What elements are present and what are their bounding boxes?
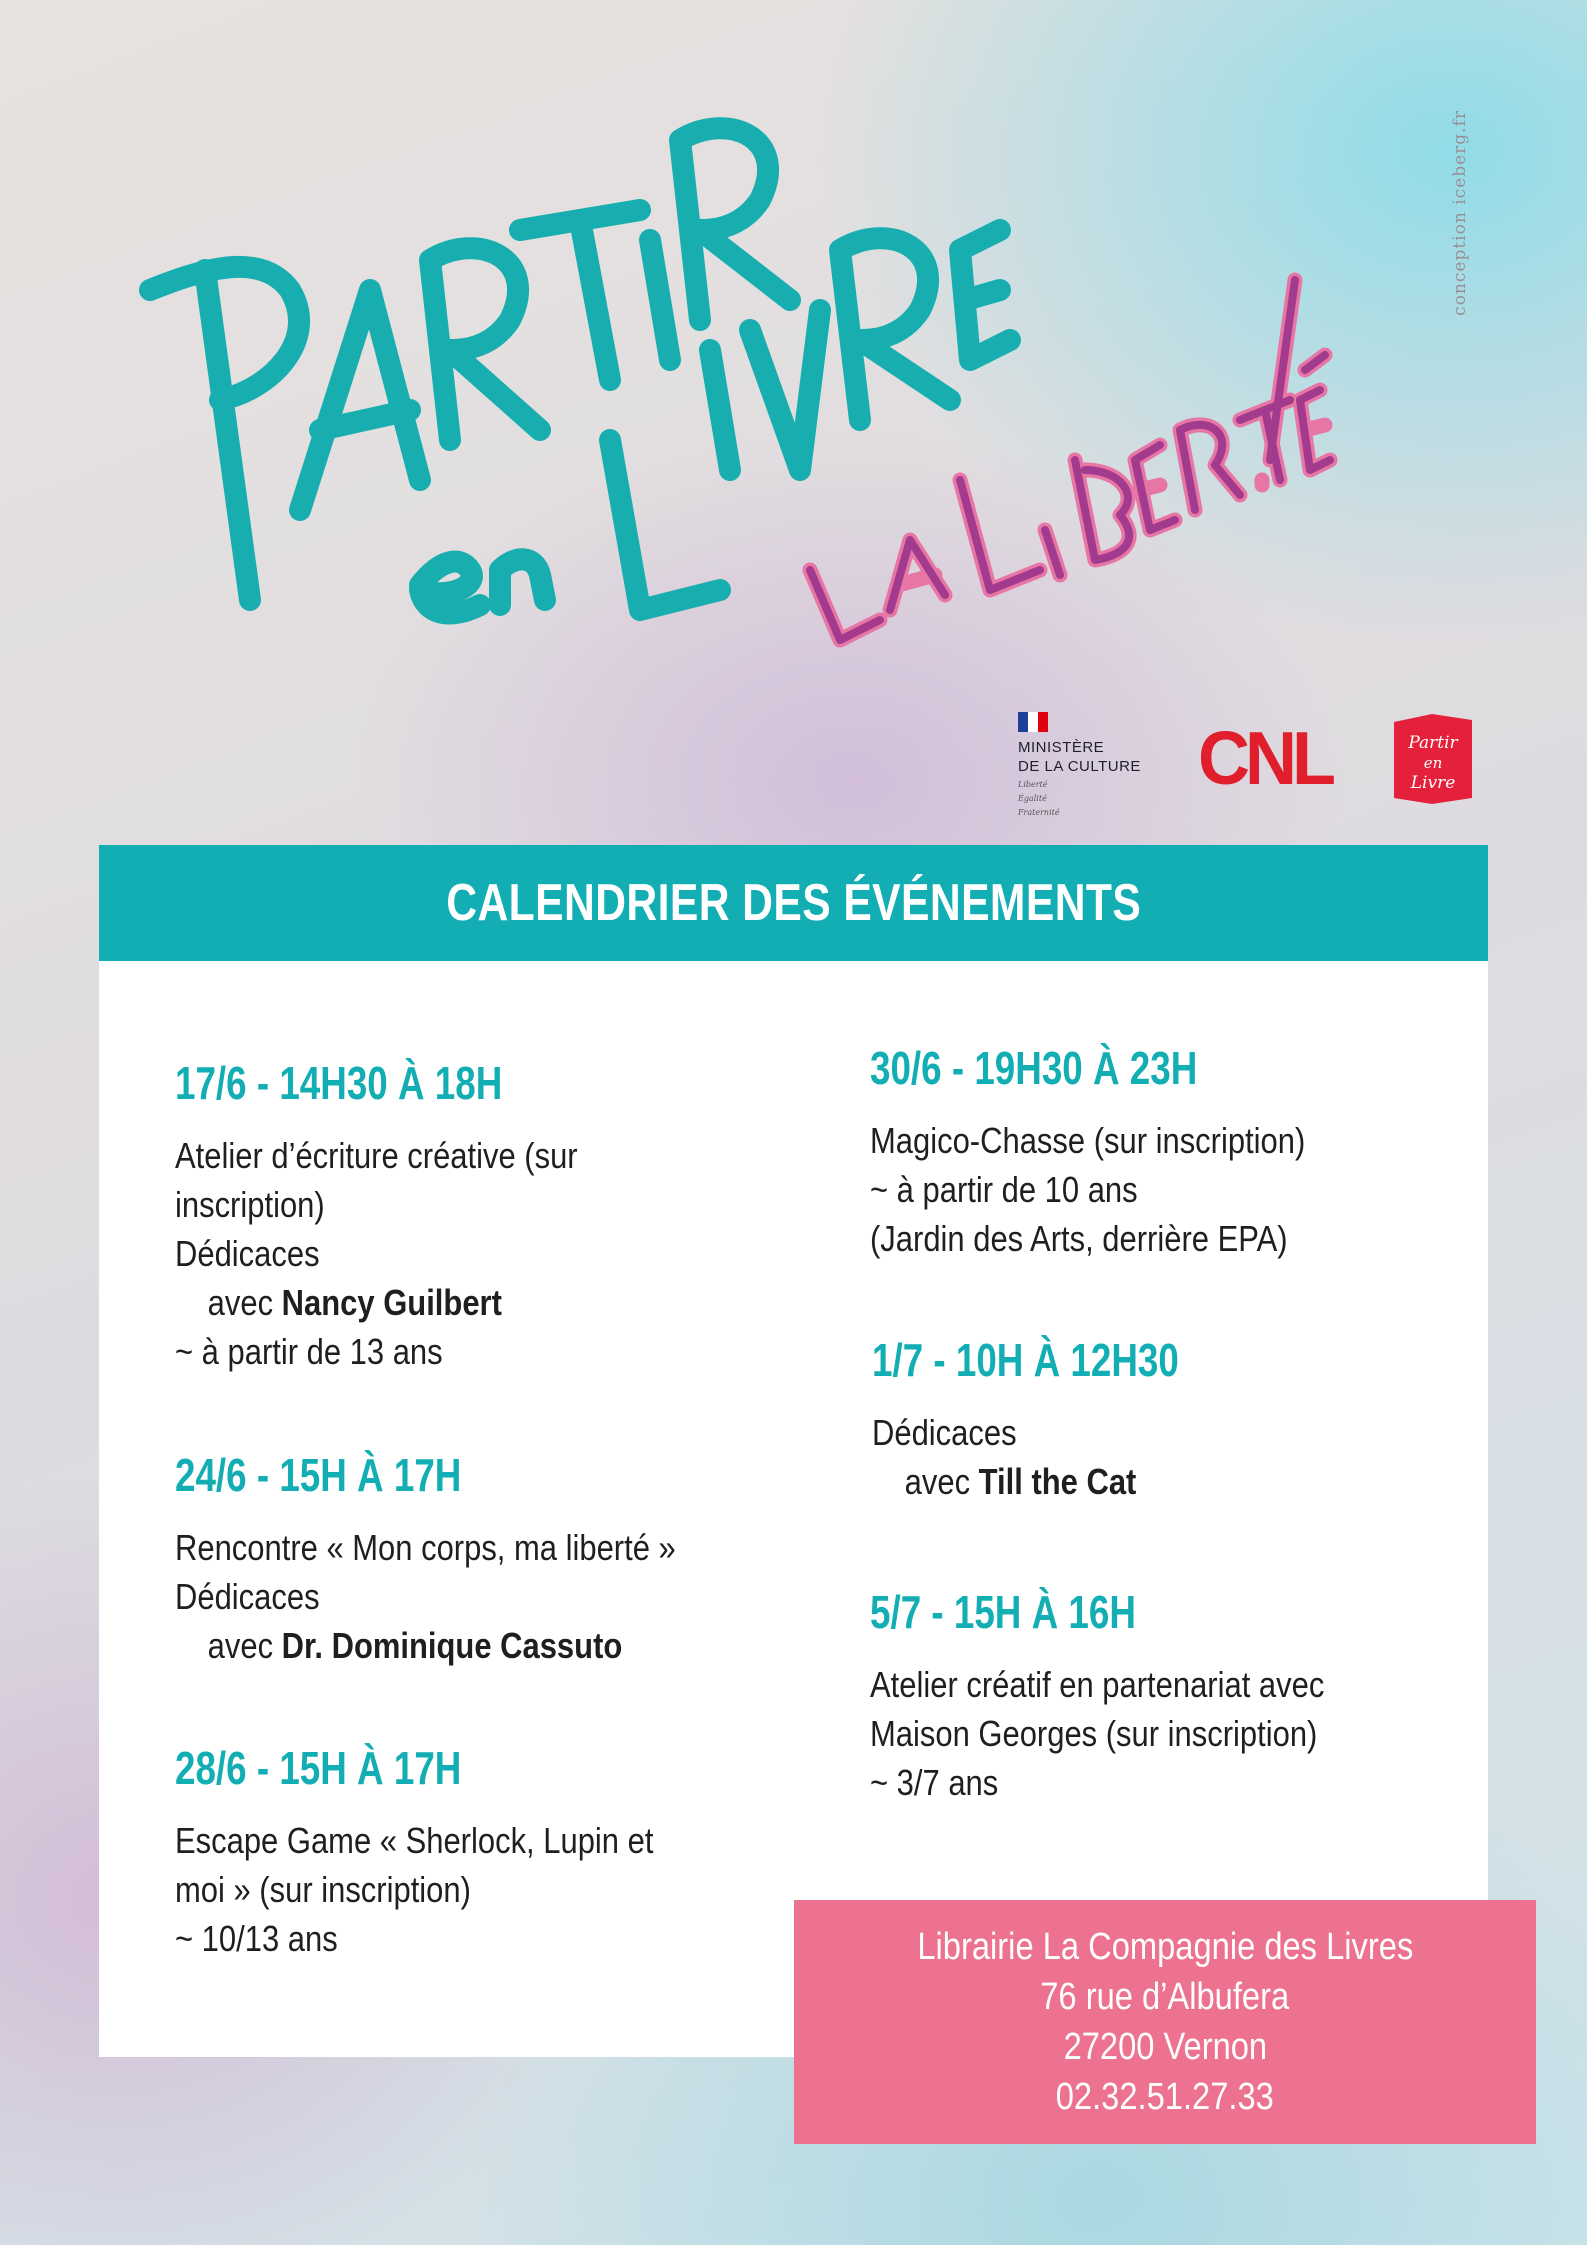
- ministere-name-line1: MINISTÈRE: [1018, 739, 1105, 756]
- event-line: moi » (sur inscription): [175, 1869, 471, 1910]
- cnl-logo: CNL: [1198, 717, 1331, 801]
- french-flag-icon: [1018, 712, 1048, 732]
- event-line: Maison Georges (sur inscription): [870, 1713, 1318, 1754]
- event-line: Escape Game « Sherlock, Lupin et: [175, 1820, 654, 1861]
- bookshop-address: [794, 1900, 1536, 2144]
- event-author-line: avec Dr. Dominique Cassuto: [207, 1625, 623, 1666]
- event-line: (Jardin des Arts, derrière EPA): [870, 1218, 1288, 1259]
- event-line: Magico-Chasse (sur inscription): [870, 1120, 1306, 1161]
- partir-en-livre-logo: [1392, 712, 1474, 806]
- calendar-header: CALENDRIER DES ÉVÉNEMENTS: [99, 845, 1488, 961]
- event-line: Atelier d’écriture créative (sur: [175, 1135, 578, 1176]
- ministere-motto-2: Égalité: [1018, 794, 1047, 803]
- event-line: ~ à partir de 13 ans: [175, 1331, 443, 1372]
- event-28-6: [175, 1740, 731, 1963]
- design-credit: conception iceberg.fr: [1450, 110, 1470, 316]
- event-line: Dédicaces: [872, 1412, 1017, 1453]
- ministere-name-line2: DE LA CULTURE: [1018, 758, 1141, 775]
- event-date: 30/6 - 19H30 À 23H: [870, 1042, 1198, 1094]
- event-1-7: [872, 1332, 1256, 1506]
- event-line: ~ à partir de 10 ans: [870, 1169, 1138, 1210]
- events-calendar: [99, 845, 1488, 2057]
- svg-text:en: en: [1423, 754, 1443, 772]
- event-date: 1/7 - 10H À 12H30: [872, 1334, 1179, 1386]
- svg-text:Livre: Livre: [1410, 773, 1456, 793]
- ministere-motto-1: Liberté: [1018, 780, 1048, 789]
- event-line: Dédicaces: [175, 1233, 320, 1274]
- bookshop-phone: 02.32.51.27.33: [1055, 2076, 1275, 2118]
- ministere-motto-3: Fraternité: [1018, 808, 1060, 817]
- event-30-6: [870, 1040, 1376, 1263]
- event-5-7: [870, 1584, 1398, 1807]
- event-line: Dédicaces: [175, 1576, 320, 1617]
- event-date: 17/6 - 14H30 À 18H: [175, 1057, 503, 1109]
- author-name: Nancy Guilbert: [281, 1282, 502, 1323]
- event-author-line: avec Nancy Guilbert: [207, 1282, 502, 1323]
- event-17-6: [175, 1055, 643, 1376]
- svg-text:Partir: Partir: [1408, 733, 1458, 753]
- event-date: 5/7 - 15H À 16H: [870, 1586, 1136, 1638]
- event-24-6: [175, 1447, 757, 1670]
- event-line: Rencontre « Mon corps, ma liberté »: [175, 1527, 676, 1568]
- bookshop-name: Librairie La Compagnie des Livres: [917, 1926, 1413, 1968]
- event-line: inscription): [175, 1184, 325, 1225]
- ministere-culture-logo: [1018, 712, 1168, 818]
- event-line: ~ 3/7 ans: [870, 1762, 999, 1803]
- event-author-line: avec Till the Cat: [904, 1461, 1137, 1502]
- partir-en-livre-title: [0, 0, 1587, 820]
- event-line: ~ 10/13 ans: [175, 1918, 338, 1959]
- author-name: Dr. Dominique Cassuto: [281, 1625, 623, 1666]
- author-name: Till the Cat: [978, 1461, 1137, 1502]
- event-date: 28/6 - 15H À 17H: [175, 1742, 462, 1794]
- bookshop-street: 76 rue d’Albufera: [1040, 1976, 1290, 2018]
- event-line: Atelier créatif en partenariat avec: [870, 1664, 1325, 1705]
- event-date: 24/6 - 15H À 17H: [175, 1449, 462, 1501]
- bookshop-city: 27200 Vernon: [1063, 2026, 1267, 2068]
